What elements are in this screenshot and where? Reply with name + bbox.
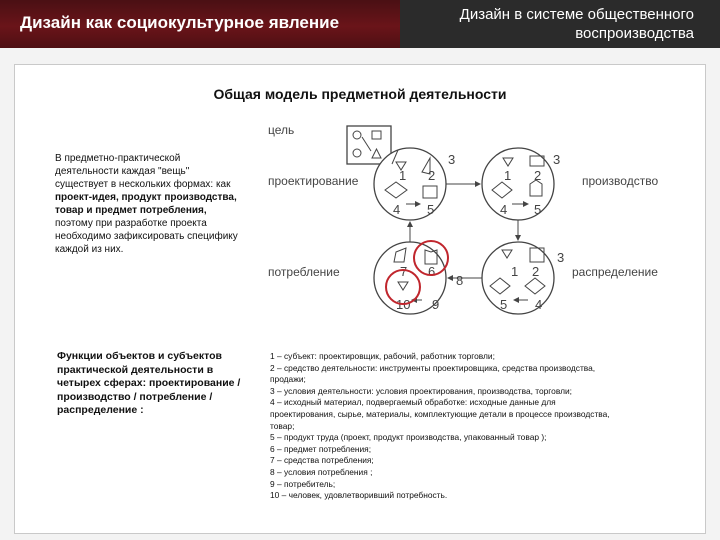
- intro-part1: В предметно-практической деятельности каждая "вещь" существует в нескольких формах: как: [55, 153, 231, 190]
- tl-n2: 2: [428, 168, 436, 183]
- header-right-line1: Дизайн в системе общественного: [459, 6, 694, 23]
- tl-n5: 5: [427, 202, 435, 217]
- tr-n4: 4: [500, 202, 508, 217]
- legend-line: 2 – средство деятельности: инструменты проектировщика, средства производства,: [270, 362, 596, 373]
- circle-production: [482, 148, 554, 220]
- tr-n1: 1: [504, 168, 512, 183]
- label-goal: цель: [268, 123, 295, 137]
- slide-title: Общая модель предметной деятельности: [213, 86, 507, 102]
- legend-line: продажи;: [270, 374, 306, 385]
- label-design: проектирование: [268, 174, 359, 188]
- label-distribution: распределение: [572, 265, 658, 279]
- br-n4: 4: [535, 297, 543, 312]
- legend-line: 8 – условия потребления ;: [270, 466, 373, 477]
- tl-n1: 1: [399, 168, 407, 183]
- header-left-title: Дизайн как социокультурное явление: [20, 13, 340, 32]
- legend-line: 5 – продукт труда (проект, продукт производства, упакованный товар );: [270, 432, 547, 443]
- br-n3: 3: [557, 250, 565, 265]
- label-consumption: потребление: [268, 265, 340, 279]
- br-n2: 2: [532, 264, 540, 279]
- tr-n2: 2: [534, 168, 542, 183]
- legend-line: 3 – условия деятельности: условия проектирования, производства, торговли;: [270, 385, 572, 396]
- br-n1: 1: [511, 264, 519, 279]
- legend-line: 9 – потребитель;: [270, 478, 336, 489]
- header-right-line2: воспроизводства: [575, 25, 694, 42]
- intro-bold1: проект-идея,: [55, 192, 119, 203]
- legend-line: 7 – средства потребления;: [270, 455, 374, 466]
- tr-n5: 5: [534, 202, 542, 217]
- legend-line: 1 – субъект: проектировщик, рабочий, работник торговли;: [270, 351, 495, 361]
- bl-n9: 9: [432, 297, 440, 312]
- functions-text: Функции объектов и субъектов практической деятельности в четырех сферах: проектирование / производство / потребление / распределение :: [57, 350, 241, 416]
- legend-line: 6 – предмет потребления;: [270, 443, 372, 454]
- tl-n3: 3: [448, 152, 456, 167]
- br-n5: 5: [500, 297, 508, 312]
- circle-design: [374, 148, 446, 220]
- intro-bold2: продукт производства, товар и предмет потребления,: [55, 192, 237, 216]
- bl-n7: 7: [400, 264, 408, 279]
- bl-n8: 8: [456, 273, 464, 288]
- legend-line: проектирования, сырье, материалы, комплектующие детали в процессе производства,: [270, 408, 610, 419]
- legend-line: 10 – человек, удовлетворивший потребность.: [270, 490, 448, 501]
- legend-line: 4 – исходный материал, подвергаемый обработке: исходные данные для: [270, 397, 556, 408]
- bl-n10: 10: [396, 297, 411, 312]
- label-production: производство: [582, 174, 659, 188]
- tl-n4: 4: [393, 202, 401, 217]
- bl-n6: 6: [428, 264, 436, 279]
- legend-line: товар;: [270, 420, 295, 431]
- legend-list: [270, 351, 690, 502]
- tr-n3: 3: [553, 152, 561, 167]
- intro-part3: поэтому при разработке проекта необходимо зафиксировать специфику каждой из них.: [55, 218, 238, 255]
